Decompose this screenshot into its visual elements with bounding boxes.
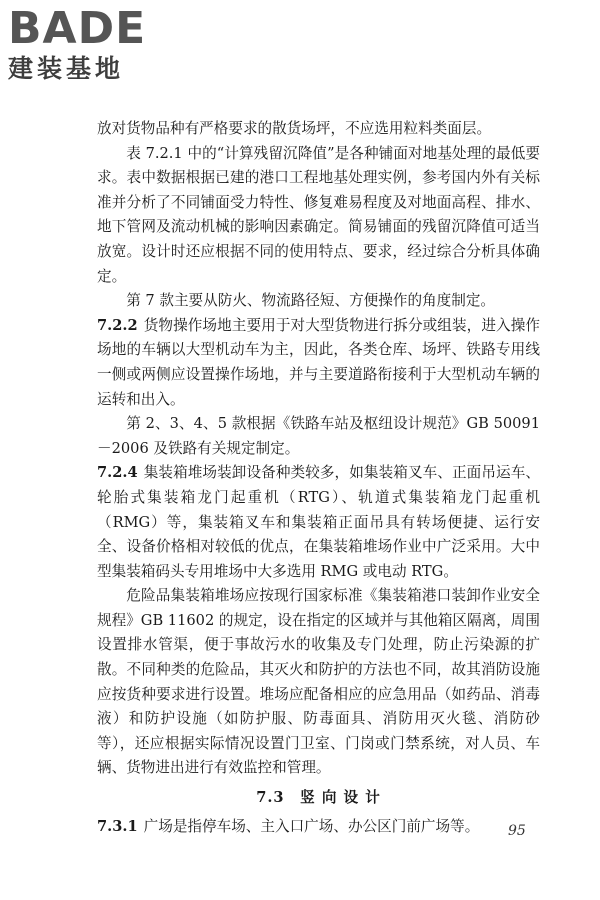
paragraph-hazard-containers: 危险品集装箱堆场应按现行国家标准《集装箱港口装卸作业安全规程》GB 11602 的规定，设在指定的区域并与其他箱区隔离，周围设置排水管渠，便于事故污水的收集及专门处理，防止污染源的扩散。不同种类的危险品，其灭火和防护的方法也不同，故其消防设施应按货种要求进行设置。堆场应配备相应的应急用品（如药品、消毒液）和防护设施（如防护服、防毒面具、消防用灭火毯、消防砂等），还应根据实际情况设置门卫室、门岗或门禁系统，对人员、车辆、货物进出进行有效监控和管理。 bbox=[97, 587, 540, 777]
paragraph-railway-code: 第 2、3、4、5 款根据《铁路车站及枢纽设计规范》GB 50091－2006 及铁路有关规定制定。 bbox=[97, 415, 540, 457]
section-heading: 7.3 竖 向 设 计 bbox=[256, 789, 381, 807]
clause-text: 货物操作场地主要用于对大型货物进行拆分或组装，进入操作场地的车辆以大型机动车为主，因此，各类仓库、场坪、铁路专用线一侧或两侧应设置操作场地，并与主要道路衔接利于大型机动车辆的运转和出入。 bbox=[97, 316, 540, 408]
bade-logo bbox=[8, 3, 178, 84]
clause-7-2-2 bbox=[97, 314, 540, 412]
logo-wordmark: BADE bbox=[8, 3, 147, 54]
paragraph-item-7: 第 7 款主要从防火、物流路径短、方便操作的角度制定。 bbox=[126, 292, 496, 310]
clause-7-2-4 bbox=[97, 461, 540, 584]
clause-number: 7.2.2 bbox=[97, 316, 138, 334]
document-body bbox=[97, 117, 540, 839]
page-number: 95 bbox=[508, 823, 526, 839]
clause-text: 集装箱堆场装卸设备种类较多，如集装箱叉车、正面吊运车、轮胎式集装箱龙门起重机（RTG）、轨道式集装箱龙门起重机（RMG）等，集装箱叉车和集装箱正面吊具有转场便捷、运行安全、设备价格相对较低的优点，在集装箱堆场作业中广泛采用。大中型集装箱码头专用堆场中大多选用 RMG 或电动 RTG。 bbox=[97, 464, 540, 580]
logo-subtitle: 建装基地 bbox=[8, 54, 125, 83]
clause-text: 广场是指停车场、主入口广场、办公区门前广场等。 bbox=[143, 817, 480, 835]
clause-number: 7.3.1 bbox=[97, 817, 138, 835]
paragraph-table-note: 表 7.2.1 中的“计算残留沉降值”是各种铺面对地基处理的最低要求。表中数据根据已建的港口工程地基处理实例，参考国内外有关标准并分析了不同铺面受力特性、修复难易程度及对地面高程、排水、地下管网及流动机械的影响因素确定。简易铺面的残留沉降值可适当放宽。设计时还应根据不同的使用特点、要求，经过综合分析具体确定。 bbox=[97, 144, 540, 285]
clause-7-3-1 bbox=[97, 815, 540, 840]
paragraph-continuation: 放对货物品种有严格要求的散货场坪，不应选用粒料类面层。 bbox=[97, 120, 492, 137]
clause-number: 7.2.4 bbox=[97, 464, 138, 482]
